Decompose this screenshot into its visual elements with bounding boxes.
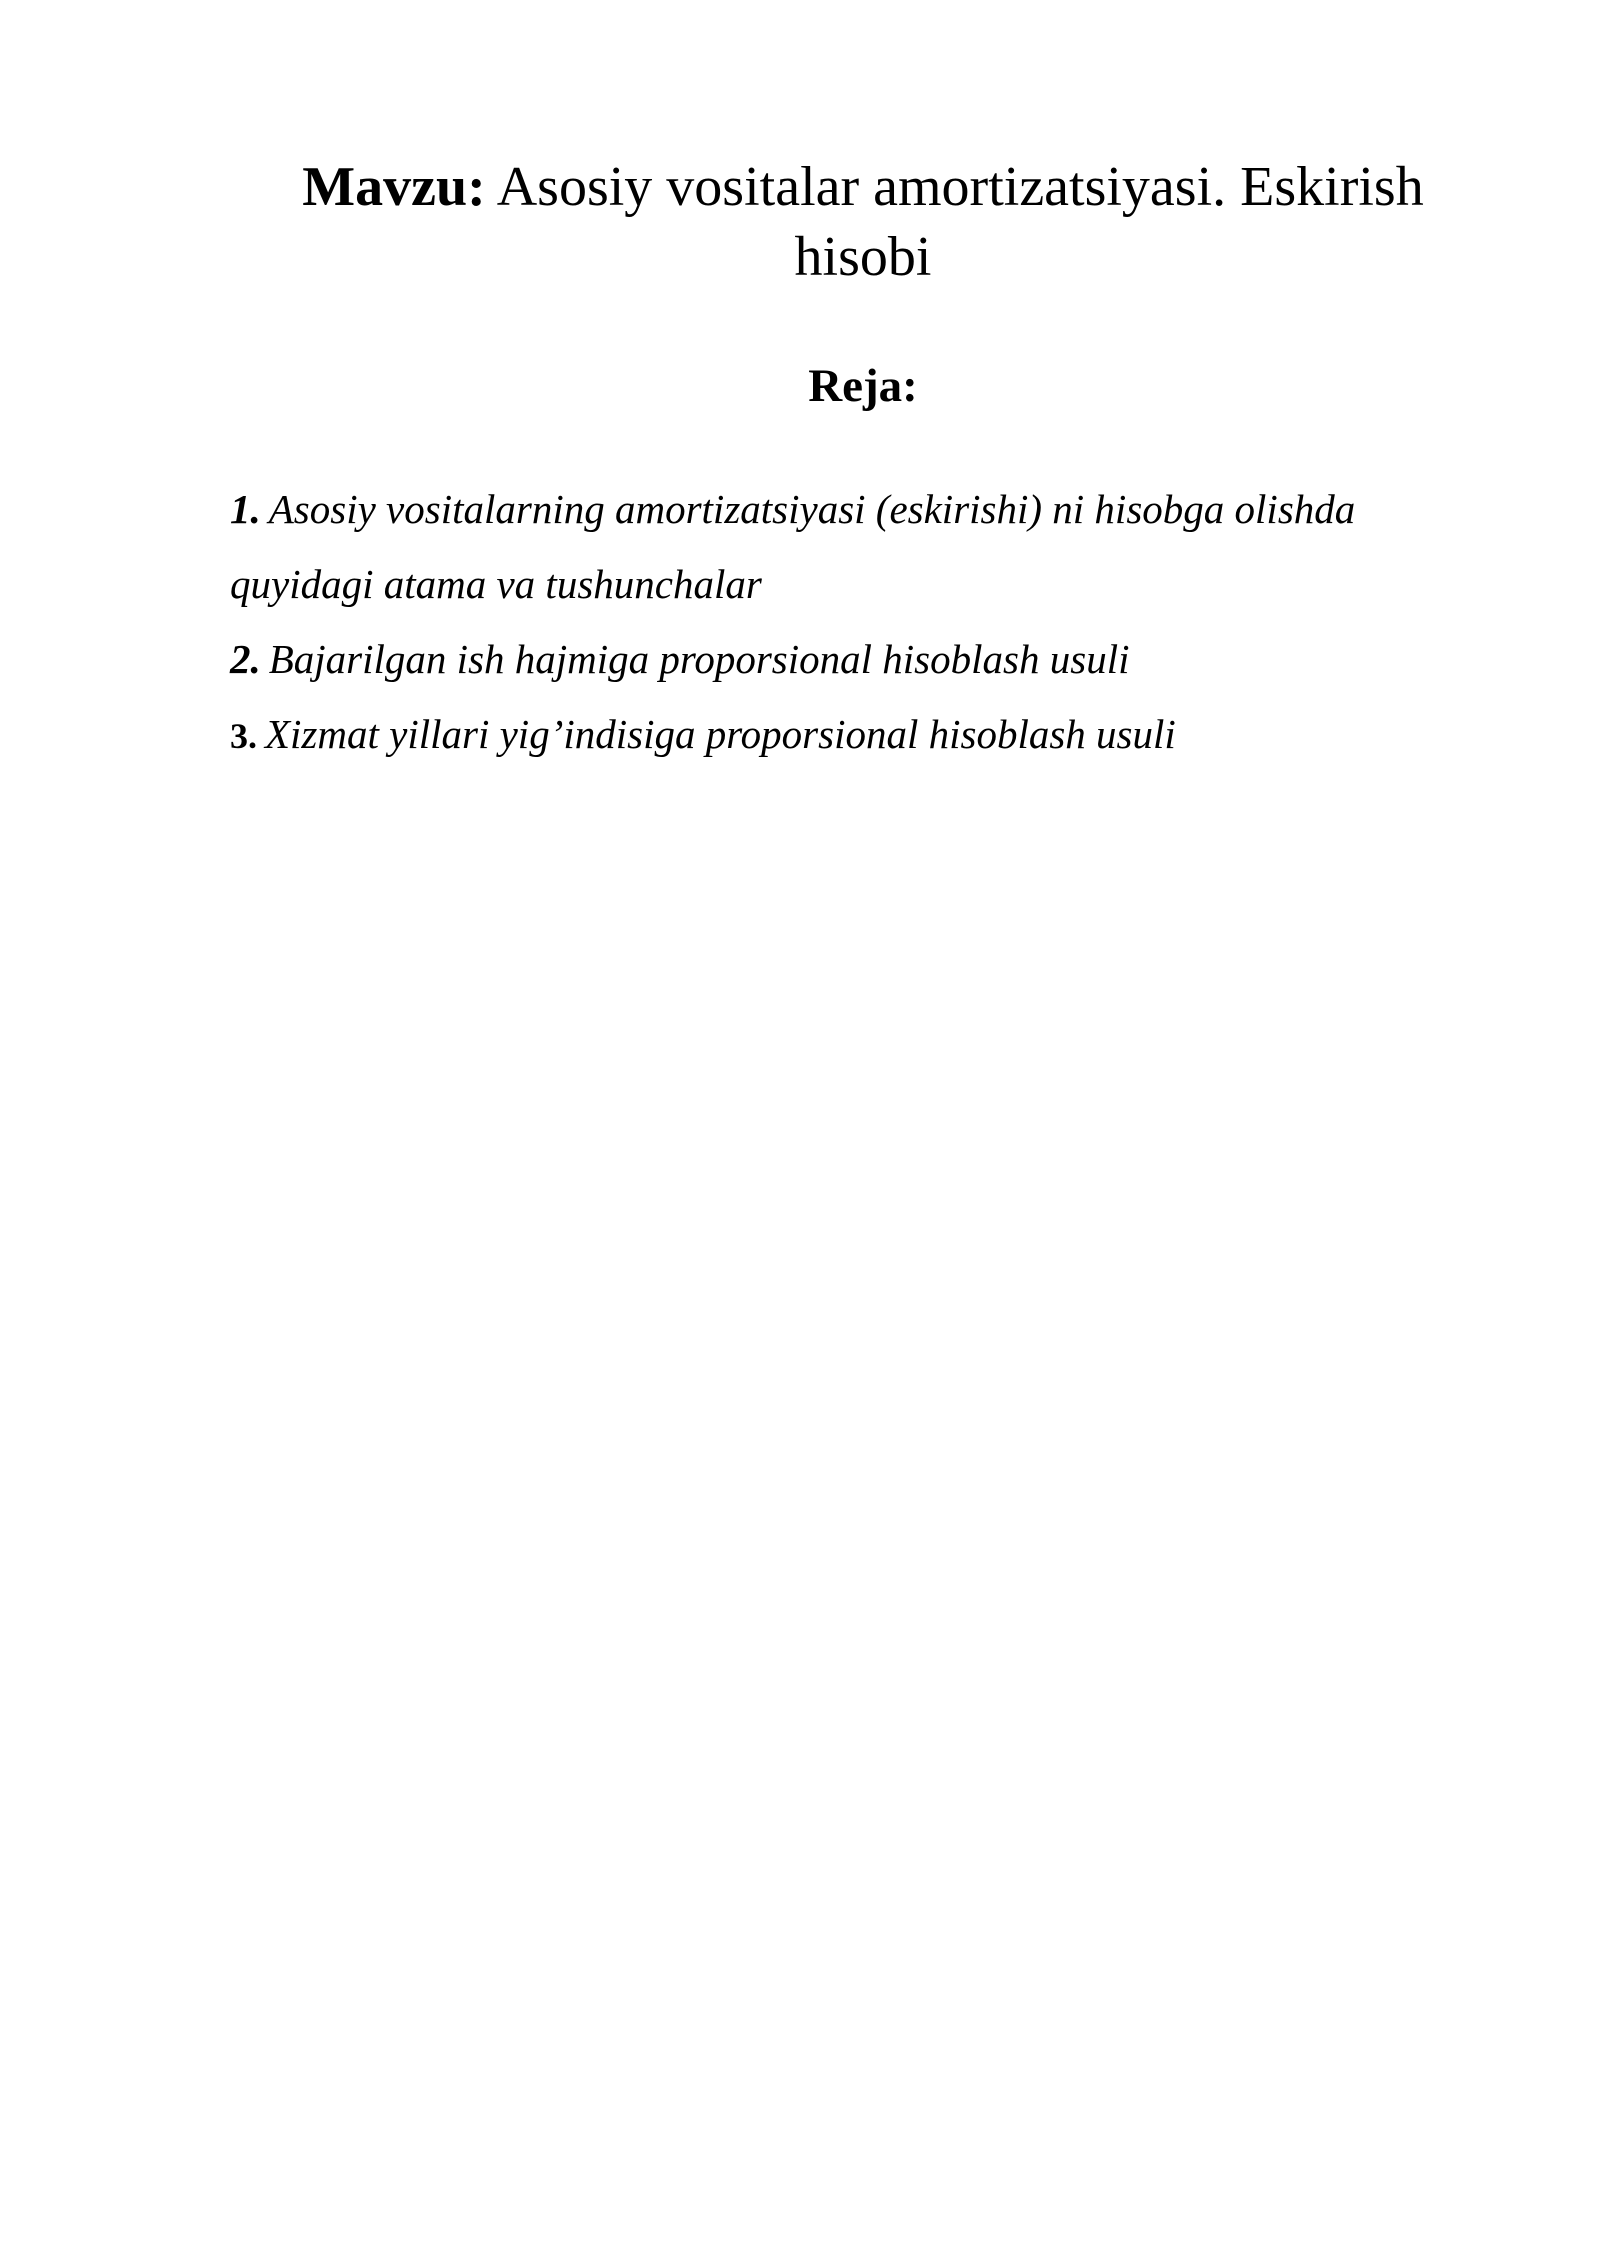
plan-item-text: Asosiy vositalarning amortizatsiyasi (eskirishi) ni hisobga olishda <box>268 486 1356 532</box>
title-text-line1: Asosiy vositalar amortizatsiyasi. Eskirish <box>496 156 1424 218</box>
plan-list <box>230 472 1480 774</box>
page-title <box>230 152 1496 292</box>
plan-item-text-continued: quyidagi atama va tushunchalar <box>230 561 762 607</box>
plan-item-text: Bajarilgan ish hajmiga proporsional hisoblash usuli <box>268 636 1130 682</box>
plan-item-text: Xizmat yillari yig’indisiga proporsional hisoblash usuli <box>265 711 1176 757</box>
title-text-line2: hisobi <box>794 226 932 288</box>
plan-item-2 <box>230 622 1480 697</box>
plan-item-number: 1. <box>230 486 261 532</box>
plan-item-number: 3. <box>230 716 257 756</box>
title-label: Mavzu: <box>302 156 486 218</box>
plan-heading: Reja: <box>808 360 918 412</box>
plan-item-3 <box>230 697 1480 774</box>
plan-item-number: 2. <box>230 636 261 682</box>
plan-item-1 <box>230 472 1480 622</box>
